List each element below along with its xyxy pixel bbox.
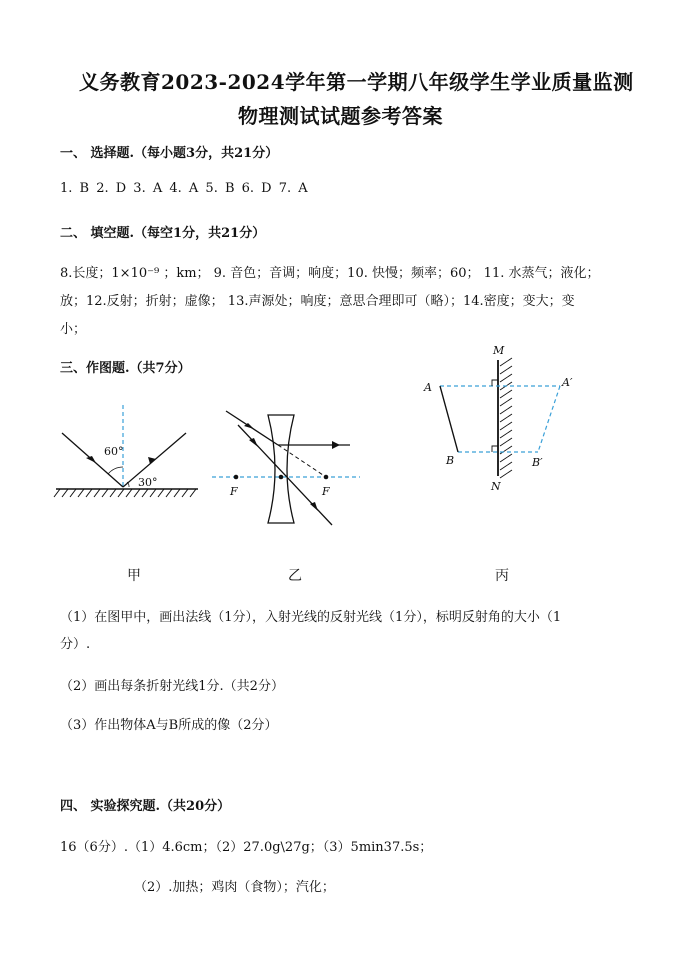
label-A: A — [424, 381, 432, 394]
section2-heading: 二、 填空题.（每空1分，共21分） — [60, 226, 266, 241]
label-A-image: A′ — [562, 376, 573, 389]
section4-q16: 16（6分）.（1）4.6cm；（2）27.0g\27g；（3）5min37.5s； — [60, 840, 433, 855]
refracted-arrow-top — [332, 441, 340, 449]
page-title-line2: 物理测试试题参考答案 — [238, 104, 443, 128]
section3-q3: （3）作出物体A与B所成的像（2分） — [60, 718, 278, 733]
label-B-image: B′ — [532, 456, 543, 469]
angle-60-label: 60° — [104, 445, 124, 458]
label-B: B — [446, 454, 455, 467]
mirror-back-hatching — [500, 358, 512, 478]
section3-q1-line2: 分）. — [60, 637, 91, 652]
concave-lens — [268, 415, 294, 523]
section2-line3: 小； — [60, 322, 87, 337]
section4-q16-sub: （2）.加热；鸡肉（食物）；汽化； — [134, 880, 335, 895]
figure-bing-plane-mirror — [418, 340, 586, 500]
caption-bing: 丙 — [495, 568, 509, 584]
section3-q2: （2）画出每条折射光线1分.（共2分） — [60, 679, 284, 694]
label-N: N — [491, 480, 501, 493]
section1-heading: 一、 选择题.（每小题3分，共21分） — [60, 146, 279, 161]
caption-yi: 乙 — [288, 568, 302, 584]
focal-label-right: F — [322, 485, 330, 498]
center-ray-arrow — [249, 438, 258, 447]
page-title-line1: 义务教育2023-2024学年第一学期八年级学生学业质量监测 — [79, 70, 634, 94]
object-AB — [440, 386, 458, 452]
caption-jia: 甲 — [127, 568, 141, 584]
construction-line — [278, 445, 326, 477]
section2-line1: 8.长度；1×10⁻⁹ ；km； 9. 音色；音调；响度；10. 快慢；频率；60； 11. 水蒸气；液化； — [60, 266, 600, 281]
section4-heading: 四、 实验探究题.（共20分） — [60, 799, 231, 814]
figure-jia-reflection — [50, 395, 210, 505]
incident-arrow — [86, 456, 96, 463]
label-M: M — [493, 344, 505, 357]
angle-arc-60 — [108, 467, 123, 474]
optical-center — [279, 475, 284, 480]
mirror-hatching — [54, 489, 196, 497]
section3-heading: 三、作图题.（共7分） — [60, 361, 191, 376]
angle-30-label: 30° — [138, 476, 158, 489]
section3-q1-line1: （1）在图甲中，画出法线（1分），入射光线的反射光线（1分），标明反射角的大小（1 — [60, 610, 562, 625]
section1-answers: 1. B 2. D 3. A 4. A 5. B 6. D 7. A — [60, 181, 308, 196]
focal-point-left — [234, 475, 239, 480]
figure-yi-concave-lens — [210, 395, 370, 535]
section2-line2: 放；12.反射；折射；虚像； 13.声源处；响度；意思合理即可（略）；14.密度；变大；变 — [60, 294, 575, 309]
dashed-image-AB — [538, 386, 560, 452]
focal-label-left: F — [230, 485, 238, 498]
